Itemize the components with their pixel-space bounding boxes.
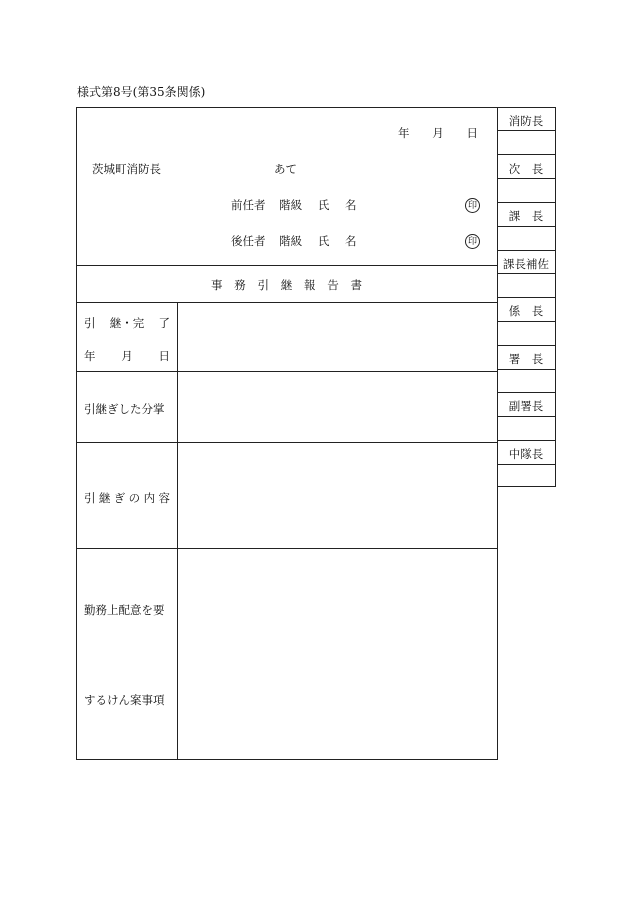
- approval-label-company-chief: 中隊長: [508, 447, 544, 461]
- predecessor-seal-icon: 印: [465, 198, 480, 213]
- pending-matters-field[interactable]: [178, 549, 497, 759]
- year-label: 年: [398, 126, 410, 140]
- successor-name-1: 氏: [317, 234, 330, 248]
- day-label: 日: [466, 126, 478, 140]
- stamp-box-unit-chief[interactable]: [498, 322, 555, 344]
- stamp-box-deputy-station-chief[interactable]: [498, 417, 555, 439]
- form-title: [211, 277, 362, 293]
- stamp-box-fire-chief[interactable]: [498, 131, 555, 153]
- addressee: 茨城町消防長: [92, 162, 161, 176]
- title-char: 務: [234, 278, 246, 292]
- pending-matters-label-2: するけん案事項: [84, 693, 165, 707]
- title-char: 継: [280, 278, 293, 292]
- approval-divider: [497, 297, 556, 298]
- stamp-box-assistant-section-chief[interactable]: [498, 274, 555, 296]
- stamp-box-company-chief[interactable]: [498, 465, 555, 486]
- approval-label-assistant-section-chief: 課長補佐: [503, 257, 549, 271]
- successor-row: [231, 233, 356, 249]
- stamp-box-station-chief[interactable]: [498, 370, 555, 391]
- title-char: 書: [350, 278, 362, 292]
- approval-label-fire-chief: 消防長: [508, 114, 544, 128]
- completion-date-label: 引 継・完 了: [84, 316, 170, 330]
- addressee-suffix: あて: [274, 162, 297, 176]
- form-number: 様式第8号(第35条関係): [77, 85, 206, 99]
- approval-divider: [497, 250, 556, 251]
- completion-date-field[interactable]: [178, 303, 497, 370]
- approval-label-unit-chief: 係 長: [508, 304, 544, 318]
- title-char: 報: [304, 278, 316, 292]
- approval-label-station-chief: 署 長: [508, 352, 544, 366]
- month-label: 月: [432, 126, 444, 140]
- approval-divider: [497, 440, 556, 441]
- approval-divider: [497, 202, 556, 203]
- header-divider: [76, 265, 498, 266]
- report-date: [398, 125, 478, 141]
- approval-divider: [497, 392, 556, 393]
- title-char: 引: [257, 278, 269, 292]
- approval-label-section-chief: 課 長: [508, 209, 544, 223]
- approval-divider: [497, 154, 556, 155]
- title-char: 告: [327, 278, 339, 292]
- approval-divider: [497, 345, 556, 346]
- transferred-duties-label: 引継ぎした分掌: [84, 402, 165, 416]
- completion-date-ymd: 年 月 日: [84, 349, 170, 363]
- approval-label-deputy-station-chief: 副署長: [508, 399, 544, 413]
- predecessor-name-1: 氏: [317, 198, 330, 212]
- approval-label-deputy-chief: 次 長: [508, 162, 544, 176]
- successor-rank: 階級: [279, 234, 303, 248]
- transfer-contents-label: 引 継 ぎ の 内 容: [84, 491, 170, 505]
- transferred-duties-field[interactable]: [178, 372, 497, 441]
- transfer-contents-field[interactable]: [178, 443, 497, 547]
- stamp-box-section-chief[interactable]: [498, 227, 555, 249]
- pending-matters-label-1: 勤務上配意を要: [84, 603, 165, 617]
- predecessor-name-2: 名: [344, 198, 357, 212]
- successor-role: 後任者: [231, 234, 266, 248]
- title-char: 事: [211, 278, 223, 292]
- predecessor-role: 前任者: [231, 198, 266, 212]
- predecessor-rank: 階級: [279, 198, 303, 212]
- successor-seal-icon: 印: [465, 234, 480, 249]
- predecessor-row: [231, 197, 356, 213]
- stamp-box-deputy-chief[interactable]: [498, 179, 555, 201]
- successor-name-2: 名: [344, 234, 357, 248]
